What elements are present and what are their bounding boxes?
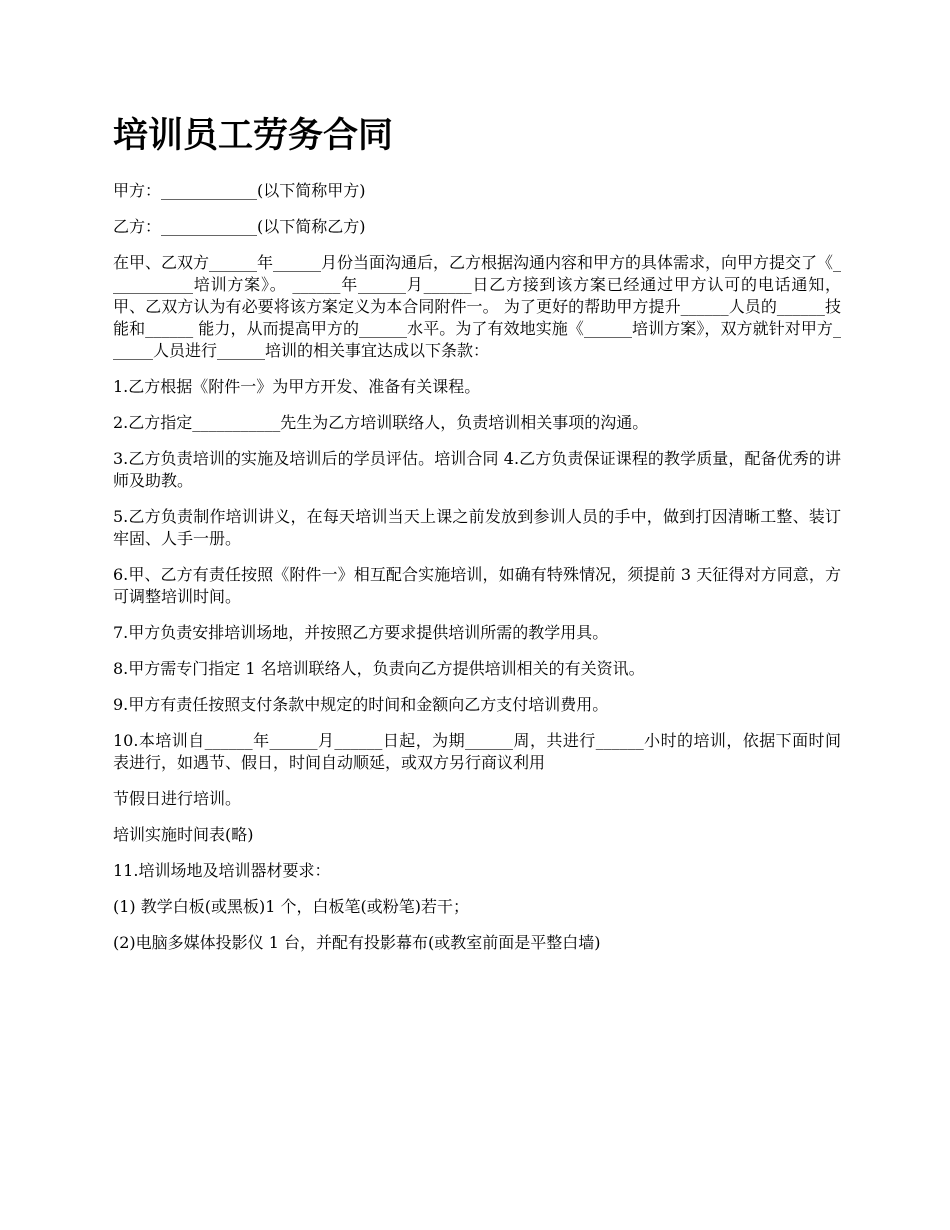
clause-2: 2.乙方指定___________先生为乙方培训联络人，负责培训相关事项的沟通。 <box>113 413 649 432</box>
clause-8: 8.甲方需专门指定 1 名培训联络人，负责向乙方提供培训相关的有关资讯。 <box>113 659 645 678</box>
preamble-paragraph: 在甲、乙双方______年______月份当面沟通后，乙方根据沟通内容和甲方的具体需求，向甲方提交了《___________培训方案》。 ______年______月______日乙方接到该方案已经通过甲方认可的电话通知，甲、乙双方认为有必要将该方案定义为本合同附件一。 为了更好的帮助甲方提升______人员的______技能和______ 能力，从而提高甲方的______水平。为了有效地实施《______培训方案》，双方就针对甲方______人员进行______培训的相关事宜达成以下条款： <box>113 253 842 360</box>
clause-11: 11.培训场地及培训器材要求： <box>113 861 331 880</box>
clause-10: 10.本培训自______年______月______日起，为期______周，共进行______小时的培训，依据下面时间表进行，如遇节、假日，时间自动顺延，或双方另行商议利用 <box>113 731 841 772</box>
clause-3-4: 3.乙方负责培训的实施及培训后的学员评估。培训合同 4.乙方负责保证课程的教学质量，配备优秀的讲师及助教。 <box>113 449 841 490</box>
clause-11-item-2: (2)电脑多媒体投影仪 1 台，并配有投影幕布(或教室前面是平整白墙) <box>113 933 601 952</box>
clause-6: 6.甲、乙方有责任按照《附件一》相互配合实施培训，如确有特殊情况，须提前 3 天征得对方同意，方可调整培训时间。 <box>113 565 841 606</box>
clause-10-continued: 节假日进行培训。 <box>113 789 242 808</box>
clause-11-item-1: (1) 教学白板(或黑板)1 个，白板笔(或粉笔)若干； <box>113 897 469 916</box>
document-page <box>113 112 841 968</box>
clause-5: 5.乙方负责制作培训讲义，在每天培训当天上课之前发放到参训人员的手中，做到打因清晰工整、装订牢固、人手一册。 <box>113 507 841 548</box>
party-a-line: 甲方：____________(以下简称甲方) <box>113 181 366 200</box>
clause-1: 1.乙方根据《附件一》为甲方开发、准备有关课程。 <box>113 377 481 396</box>
document-title: 培训员工劳务合同 <box>113 115 394 156</box>
clause-9: 9.甲方有责任按照支付条款中规定的时间和金额向乙方支付培训费用。 <box>113 695 609 714</box>
schedule-note: 培训实施时间表(略) <box>113 825 254 844</box>
clause-7: 7.甲方负责安排培训场地，并按照乙方要求提供培训所需的教学用具。 <box>113 623 609 642</box>
party-b-line: 乙方：____________(以下简称乙方) <box>113 217 366 236</box>
